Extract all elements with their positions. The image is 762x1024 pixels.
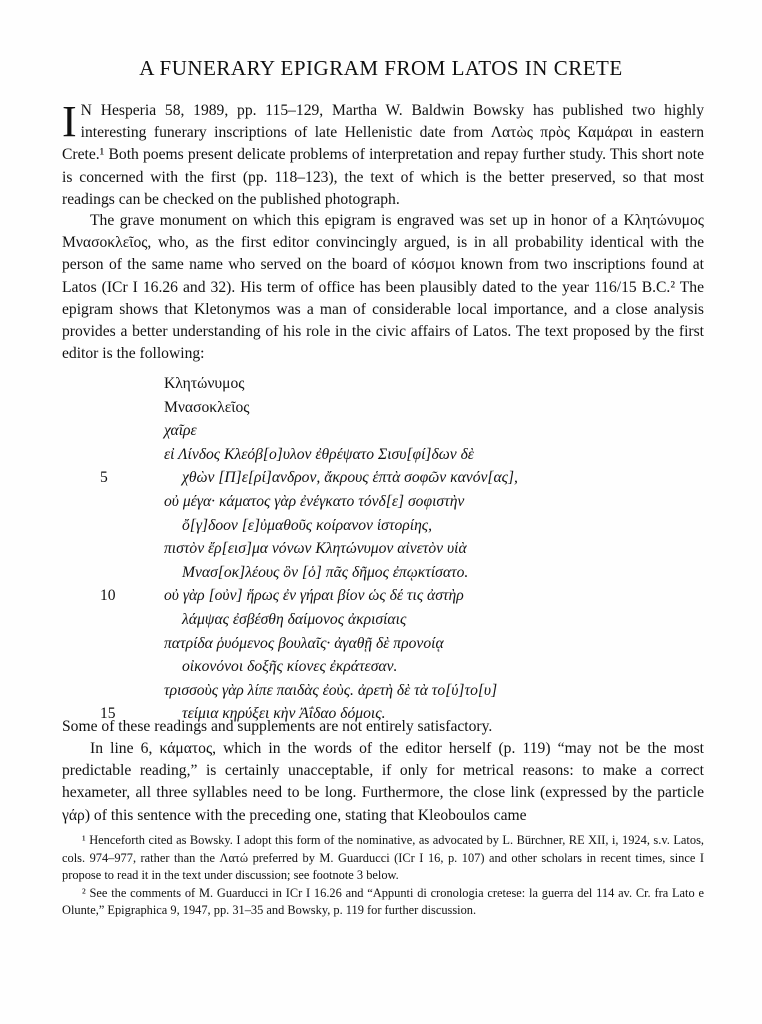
line-text: τείμια κηρύξει κὴν Ἀΐδαο δόμοις. [182,705,386,723]
epigram-line [100,584,660,608]
footnote-2: ² See the comments of M. Guarducci in ICr I 16.26 and “Appunti di cronologia cretese: la guerra del 114 av. Cr. fra Lato e Olunte,” Epigraphica 9, 1947, pp. 31–35 and Bowsky, p. 119 for further discussion. [62,885,704,918]
epigram-line [100,679,660,703]
line-text: πιστὸν ἔρ[εισ]μα νόνων Κλητώνυμον αἰνετὸν υἱὰ [164,540,467,558]
line-text: οὐ μέγα· κάματος γὰρ ἐνέγκατο τόνδ[ε] σοφιστὴν [164,492,465,510]
line-number: 10 [100,587,116,605]
drop-cap: I [62,97,77,146]
line-text: χθὼν [Π]ε[ρί]ανδρον, ἄκρους ἑπτὰ σοφῶν κανόν[ας], [182,469,518,487]
line-number: 5 [100,469,108,487]
epigram-line [100,537,660,561]
line-text: Κλητώνυμος [164,375,245,392]
line-text: οὐ γὰρ [οὐν] ἥρως ἐν γήραι βίον ὡς δέ τις ἀστὴρ [164,587,464,605]
readings-paragraph: Some of these readings and supplements are not entirely satisfactory. [62,718,493,735]
epigram-text [100,372,660,726]
line-text: Μνασοκλεῖος [164,398,250,416]
monument-paragraph: The grave monument on which this epigram is engraved was set up in honor of a Κλητώνυμος Μνασοκλεῖος, who, as the first editor convincingly argued, is in all probability identical with the person of the same name who served on the board of κόσμοι known from two inscriptions found at Latos (ICr I 16.26 and 32). His term of office has been plausibly dated to the year 116/15 B.C.² The epigram shows that Kletonymos was a man of considerable local importance, and a close analysis provides a better understanding of his role in the civic affairs of Latos. The text proposed by the first editor is the following: [62,212,704,363]
line-text: Μνασ[οκ]λέους ὃν [ὁ] πᾶς δῆμος ἐπῳκτίσατο. [182,563,469,581]
footnotes [62,832,704,920]
epigram-line [100,608,660,632]
line-text: εἰ Λίνδος Κλεόβ[ο]υλον ἐθρέψατο Σισυ[φί]δων δὲ [164,445,474,463]
line-text: λάμψας ἐσβέσθη δαίμονος ἀκρισίαις [182,610,407,628]
line-text: χαῖρε [164,422,197,440]
line-text: ὄ[γ]δοον [ε]ὐμαθοῦς κοίρανον ἱστορίης, [182,516,433,534]
epigram-line [100,561,660,585]
epigram-line [100,443,660,467]
epigram-line [100,514,660,538]
line-text: οἰκονόνοι δοξῆς κίονες ἐκράτεσαν. [182,658,398,676]
line-text: πατρίδα ῥυόμενος βουλαῖς· ἀγαθῇ δὲ προνοίᾳ [164,634,444,652]
line-6-paragraph: In line 6, κάματος, which in the words of the editor herself (p. 119) “may not be the most predictable reading,” is certainly unacceptable, if only for metrical reasons: to make a correct hexameter, all three syllables need to be long. Furthermore, the close link (expressed by the particle γάρ) of this sentence with the preceding one, stating that Kleoboulos came [62,740,704,824]
epigram-line [100,490,660,514]
intro-paragraph [62,97,704,211]
epigram-line [100,655,660,679]
line-text: τρισσοὺς γὰρ λίπε παιδὰς ἐοὺς. ἀρετὴ δὲ τὰ το[ύ]το[υ] [164,681,498,699]
article-title: A FUNERARY EPIGRAM FROM LATOS IN CRETE [139,56,623,80]
intro-paragraph-text: N Hesperia 58, 1989, pp. 115–129, Martha W. Baldwin Bowsky has published two highly interesting funerary inscriptions of late Hellenistic date from Λατὼς πρὸς Καμάραι in eastern Crete.¹ Both poems present delicate problems of interpretation and repay further study. This short note is concerned with the first (pp. 118–123), the text of which is the better preserved, so that most readings can be checked on the published photograph. [62,102,704,208]
epigram-line [100,466,660,490]
epigram-line [100,396,660,420]
epigram-line [100,632,660,656]
footnote-1: ¹ Henceforth cited as Bowsky. I adopt this form of the nominative, as advocated by L. Bürchner, RE XII, i, 1924, s.v. Latos, cols. 974–977, rather than the Λατώ preferred by M. Guarducci (ICr I 16, p. 107) and other scholars in recent times, since I propose to read it in the text under discussion; see footnote 3 below. [62,833,704,883]
epigram-line [100,372,660,396]
epigram-line [100,419,660,443]
line-number: 15 [100,705,116,723]
